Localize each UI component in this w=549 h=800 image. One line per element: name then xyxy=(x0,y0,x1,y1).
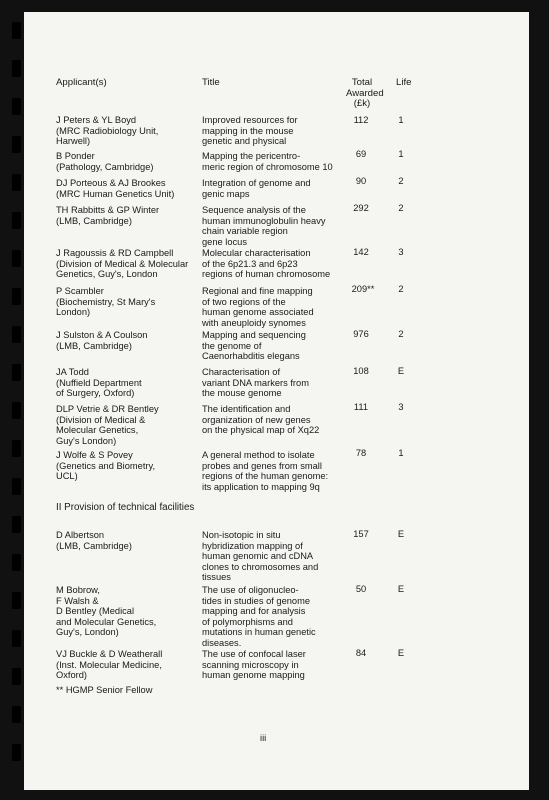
row-title: Sequence analysis of the human immunoglobulin heavy chain variable region gene locus xyxy=(202,205,326,247)
row-total: 209** xyxy=(351,284,375,294)
binder-hole xyxy=(12,250,21,267)
row-total: 142 xyxy=(353,247,369,257)
header-life: Life xyxy=(396,77,412,88)
binder-hole xyxy=(12,440,21,457)
row-life: 1 xyxy=(398,448,404,458)
row-life: E xyxy=(397,584,405,594)
row-total: 108 xyxy=(353,366,369,376)
row-applicant: J Peters & YL Boyd (MRC Radiobiology Unit, Harwell) xyxy=(56,115,159,147)
binder-hole xyxy=(12,174,21,191)
row-title: Mapping and sequencing the genome of Caenorhabditis elegans xyxy=(202,330,306,362)
header-total-awarded: Total Awarded (£k) xyxy=(346,77,384,110)
row-life: 1 xyxy=(398,115,404,125)
binder-hole xyxy=(12,136,21,153)
row-life: E xyxy=(397,366,405,376)
row-applicant: M Bobrow, F Walsh & D Bentley (Medical and Molecular Genetics, Guy's, London) xyxy=(56,585,157,638)
binder-hole xyxy=(12,288,21,305)
row-title: Regional and fine mapping of two regions of the human genome associated with aneuploidy synomes xyxy=(202,286,314,328)
row-title: The identification and organization of new genes on the physical map of Xq22 xyxy=(202,404,320,436)
row-title: Mapping the pericentro- meric region of chromosome 10 xyxy=(202,151,333,172)
binder-holes xyxy=(12,12,22,790)
binder-hole xyxy=(12,554,21,571)
binder-hole xyxy=(12,668,21,685)
row-applicant: TH Rabbitts & GP Winter (LMB, Cambridge) xyxy=(56,205,160,226)
row-title: Improved resources for mapping in the mouse genetic and physical xyxy=(202,115,298,147)
row-applicant: P Scambler (Biochemistry, St Mary's London) xyxy=(56,286,156,318)
row-life: E xyxy=(397,529,405,539)
binder-hole xyxy=(12,516,21,533)
row-total: 84 xyxy=(355,648,367,658)
binder-hole xyxy=(12,212,21,229)
binder-hole xyxy=(12,630,21,647)
row-applicant: J Sulston & A Coulson (LMB, Cambridge) xyxy=(56,330,148,351)
binder-hole xyxy=(12,706,21,723)
row-total: 112 xyxy=(353,115,369,125)
page-number: iii xyxy=(260,733,267,743)
row-title: Integration of genome and genic maps xyxy=(202,178,311,199)
binder-hole xyxy=(12,60,21,77)
footnote: ** HGMP Senior Fellow xyxy=(56,685,153,695)
binder-hole xyxy=(12,744,21,761)
binder-hole xyxy=(12,22,21,39)
binder-hole xyxy=(12,402,21,419)
header-applicant: Applicant(s) xyxy=(56,77,107,88)
row-title: The use of oligonucleo- tides in studies of genome mapping and for analysis of polymorphisms and mutations in human genetic diseases. xyxy=(202,585,316,648)
section-heading: II Provision of technical facilities xyxy=(56,502,195,513)
row-life: 1 xyxy=(398,149,404,159)
row-life: 2 xyxy=(398,284,404,294)
row-total: 78 xyxy=(355,448,367,458)
row-total: 157 xyxy=(353,529,369,539)
row-applicant: DJ Porteous & AJ Brookes (MRC Human Genetics Unit) xyxy=(56,178,175,199)
row-life: 2 xyxy=(398,176,404,186)
row-title: Characterisation of variant DNA markers from the mouse genome xyxy=(202,367,309,399)
row-life: 3 xyxy=(398,247,404,257)
row-life: 3 xyxy=(398,402,404,412)
binder-hole xyxy=(12,326,21,343)
binder-hole xyxy=(12,592,21,609)
row-life: 2 xyxy=(398,329,404,339)
row-title: The use of confocal laser scanning microscopy in human genome mapping xyxy=(202,649,306,681)
row-total: 90 xyxy=(355,176,367,186)
row-applicant: JA Todd (Nuffield Department of Surgery, Oxford) xyxy=(56,367,142,399)
binder-hole xyxy=(12,364,21,381)
binder-hole xyxy=(12,98,21,115)
row-total: 111 xyxy=(353,402,369,412)
document-page xyxy=(24,12,529,790)
row-applicant: DLP Vetrie & DR Bentley (Division of Medical & Molecular Genetics, Guy's London) xyxy=(56,404,159,446)
row-title: Molecular characterisation of the 6p21.3 and 6p23 regions of human chromosome xyxy=(202,248,331,280)
row-applicant: B Ponder (Pathology, Cambridge) xyxy=(56,151,154,172)
row-life: E xyxy=(397,648,405,658)
row-applicant: D Albertson (LMB, Cambridge) xyxy=(56,530,132,551)
row-applicant: J Ragoussis & RD Campbell (Division of Medical & Molecular Genetics, Guy's, London xyxy=(56,248,189,280)
row-applicant: J Wolfe & S Povey (Genetics and Biometry, UCL) xyxy=(56,450,156,482)
row-total: 50 xyxy=(355,584,367,594)
row-life: 2 xyxy=(398,203,404,213)
row-title: Non-isotopic in situ hybridization mapping of human genomic and cDNA clones to chromosomes and tissues xyxy=(202,530,319,583)
header-title: Title xyxy=(202,77,220,88)
row-applicant: VJ Buckle & D Weatherall (Inst. Molecular Medicine, Oxford) xyxy=(56,649,163,681)
row-total: 976 xyxy=(353,329,369,339)
row-title: A general method to isolate probes and genes from small regions of the human genome: its application to mapping 9q xyxy=(202,450,329,492)
binder-hole xyxy=(12,478,21,495)
row-total: 69 xyxy=(355,149,367,159)
row-total: 292 xyxy=(353,203,369,213)
